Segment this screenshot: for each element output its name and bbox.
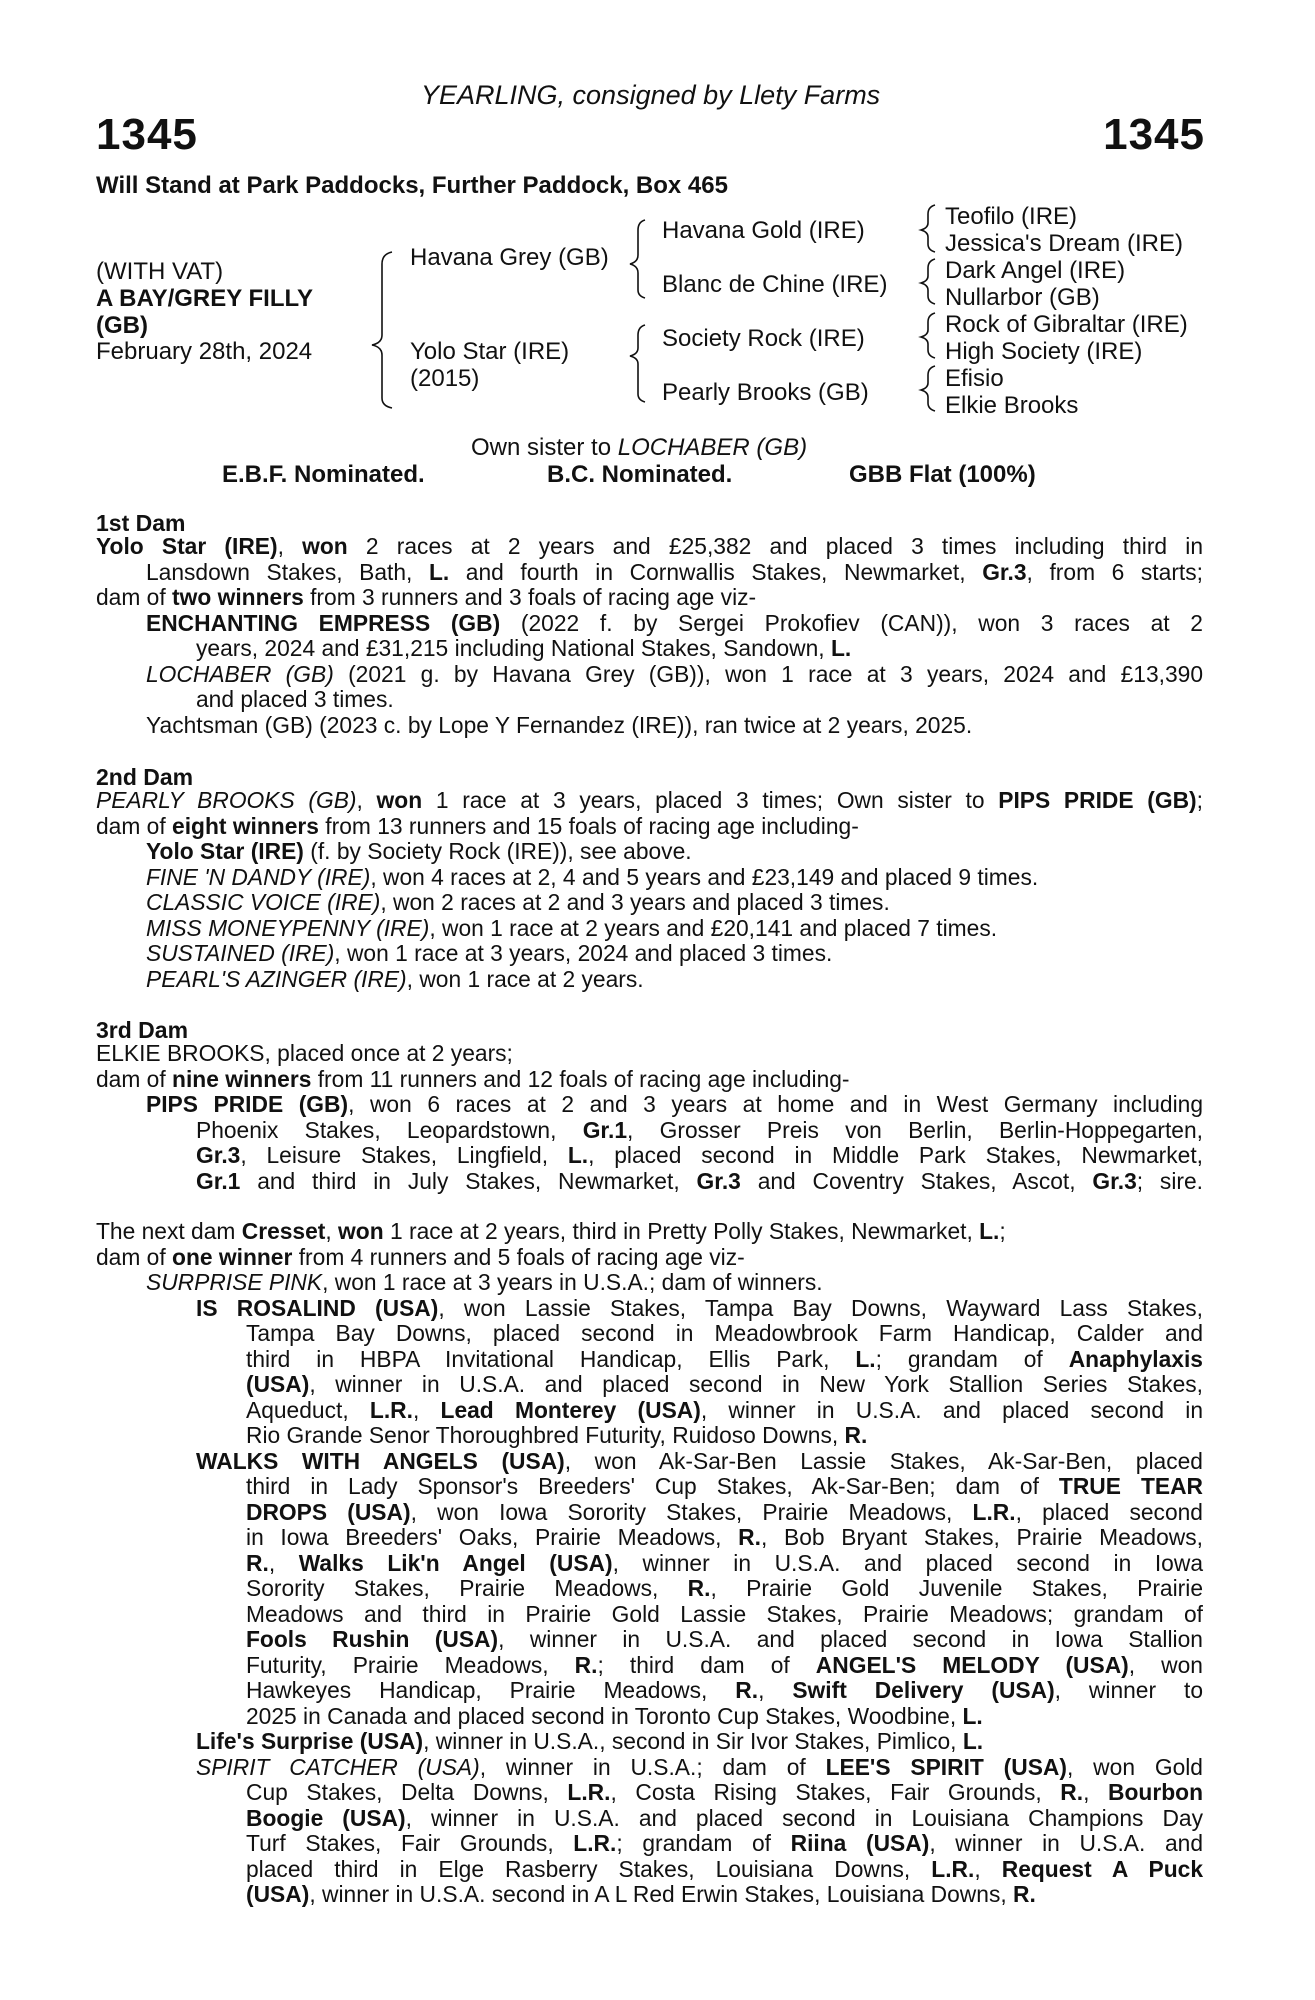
- section-2nd-dam: 2nd Dam: [96, 764, 194, 790]
- dam2-block: PEARLY BROOKS (GB), won 1 race at 3 years, placed 3 times; Own sister to PIPS PRIDE (GB); dam of eight winners from 13 runners and 15 foals of racing age including- Yolo Star (IRE) (f. by Society Rock (IRE)), see above. FINE 'N DANDY (IRE), won 4 races at 2, 4 and 5 years and £23,149 and placed 9 times. CLASSIC VOICE (IRE), won 2 races at 2 and 3 years and placed 3 times. MISS MONEYPENNY (IRE), won 1 race at 2 years and £20,141 and placed 7 times. SUSTAINED (IRE), won 1 race at 3 years, 2024 and placed 3 times. PEARL'S AZINGER (IRE), won 1 race at 2 years.: [96, 787, 1203, 992]
- pedigree-dam-sire: Society Rock (IRE): [662, 325, 865, 352]
- vat-note: (WITH VAT): [96, 258, 224, 285]
- stand-location: Will Stand at Park Paddocks, Further Paddock, Box 465: [96, 172, 728, 199]
- pedigree-dam: Yolo Star (IRE): [410, 338, 570, 365]
- brace-dam: [630, 325, 645, 402]
- bc-nominated: B.C. Nominated.: [547, 461, 733, 488]
- brace-sire: [630, 220, 645, 298]
- dam1-block: Yolo Star (IRE), won 2 races at 2 years and £25,382 and placed 3 times including third in Lansdown Stakes, Bath, L. and fourth in Cornwallis Stakes, Newmarket, Gr.3, from 6 starts; dam of two winners from 3 runners and 3 foals of racing age viz- ENCHANTING EMPRESS (GB) (2022 f. by Sergei Prokofiev (CAN)), won 3 races at 2 years, 2024 and £31,215 including National Stakes, Sandown, L. LOCHABER (GB) (2021 g. by Havana Grey (GB)), won 1 race at 3 years, 2024 and £13,390 and placed 3 times. Yachtsman (GB) (2023 c. by Lope Y Fernandez (IRE)), ran twice at 2 years, 2025.: [96, 533, 1204, 738]
- pedigree-sss: Teofilo (IRE): [945, 203, 1078, 230]
- pedigree-dss: Rock of Gibraltar (IRE): [945, 311, 1188, 338]
- consignment-line: YEARLING, consigned by Llety Farms: [421, 80, 881, 110]
- lot-number-left: 1345: [96, 110, 198, 159]
- pedigree-dds: Efisio: [945, 365, 1004, 392]
- pedigree-sire: Havana Grey (GB): [410, 244, 609, 271]
- own-sister-note: Own sister to LOCHABER (GB): [471, 434, 808, 461]
- next-dam-block: The next dam Cresset, won 1 race at 2 years, third in Pretty Polly Stakes, Newmarket, L.; dam of one winner from 4 runners and 5 foals of racing age viz- SURPRISE PINK, won 1 race at 3 years in U.S.A.; dam of winners. IS ROSALIND (USA), won Lassie Stakes, Tampa Bay Downs, Wayward Lass Stakes, Tampa Bay Downs, placed second in Meadowbrook Farm Handicap, Calder and third in HBPA Invitational Handicap, Ellis Park, L.; grandam of Anaphylaxis (USA), winner in U.S.A. and placed second in New York Stallion Series Stakes, Aqueduct, L.R., Lead Monterey (USA), winner in U.S.A. and placed second in Rio Grande Senor Thoroughbred Futurity, Ruidoso Downs, R. WALKS WITH ANGELS (USA), won Ak-Sar-Ben Lassie Stakes, Ak-Sar-Ben, placed third in Lady Sponsor's Breeders' Cup Stakes, Ak-Sar-Ben; dam of TRUE TEAR DROPS (USA), won Iowa Sorority Stakes, Prairie Meadows, L.R., placed second in Iowa Breeders' Oaks, Prairie Meadows, R., Bob Bryant Stakes, Prairie Meadows, R., Walks Lik'n Angel (USA), winner in U.S.A. and placed second in Iowa Sorority Stakes, Prairie Meadows, R., Prairie Gold Juvenile Stakes, Prairie Meadows and third in Prairie Gold Lassie Stakes, Prairie Meadows; grandam of Fools Rushin (USA), winner in U.S.A. and placed second in Iowa Stallion Futurity, Prairie Meadows, R.; third dam of ANGEL'S MELODY (USA), won Hawkeyes Handicap, Prairie Meadows, R., Swift Delivery (USA), winner to 2025 in Canada and placed second in Toronto Cup Stakes, Woodbine, L. Life's Surprise (USA), winner in U.S.A., second in Sir Ivor Stakes, Pimlico, L. SPIRIT CATCHER (USA), winner in U.S.A.; dam of LEE'S SPIRIT (USA), won Gold Cup Stakes, Delta Downs, L.R., Costa Rising Stakes, Fair Grounds, R., Bourbon Boogie (USA), winner in U.S.A. and placed second in Louisiana Champions Day Turf Stakes, Fair Grounds, L.R.; grandam of Riina (USA), winner in U.S.A. and placed third in Elge Rasberry Stakes, Louisiana Downs, L.R., Request A Puck (USA), winner in U.S.A. second in A L Red Erwin Stakes, Louisiana Downs, R.: [96, 1218, 1204, 1907]
- pedigree-dam-dam: Pearly Brooks (GB): [662, 379, 869, 406]
- pedigree-sdd: Nullarbor (GB): [945, 284, 1100, 311]
- horse-description: A BAY/GREY FILLY: [96, 285, 313, 312]
- pedigree-sire-dam: Blanc de Chine (IRE): [662, 271, 888, 298]
- pedigree-sire-sire: Havana Gold (IRE): [662, 217, 865, 244]
- pedigree-sds: Dark Angel (IRE): [945, 257, 1126, 284]
- pedigree-dsd: High Society (IRE): [945, 338, 1143, 365]
- brace-dd: [921, 366, 935, 411]
- pedigree-dam-year: (2015): [410, 365, 480, 392]
- ebf-nominated: E.B.F. Nominated.: [222, 461, 425, 488]
- lot-number-right: 1345: [1103, 110, 1205, 159]
- brace-sd: [921, 259, 935, 304]
- dam3-block: ELKIE BROOKS, placed once at 2 years; dam of nine winners from 11 runners and 12 foals of racing age including- PIPS PRIDE (GB), won 6 races at 2 and 3 years at home and in West Germany including Phoenix Stakes, Leopardstown, Gr.1, Grosser Preis von Berlin, Berlin-Hoppegarten, Gr.3, Leisure Stakes, Lingfield, L., placed second in Middle Park Stakes, Newmarket, Gr.1 and third in July Stakes, Newmarket, Gr.3 and Coventry Stakes, Ascot, Gr.3; sire.: [96, 1040, 1203, 1194]
- foaling-date: February 28th, 2024: [96, 338, 313, 365]
- brace-ds: [921, 313, 935, 358]
- section-3rd-dam: 3rd Dam: [96, 1017, 189, 1043]
- section-1st-dam: 1st Dam: [96, 510, 186, 536]
- horse-origin: (GB): [96, 312, 148, 339]
- pedigree-ssd: Jessica's Dream (IRE): [945, 230, 1183, 257]
- brace-main: [372, 252, 392, 408]
- gbb-flat: GBB Flat (100%): [849, 461, 1036, 488]
- pedigree-ddd: Elkie Brooks: [945, 392, 1079, 419]
- brace-ss: [921, 205, 935, 252]
